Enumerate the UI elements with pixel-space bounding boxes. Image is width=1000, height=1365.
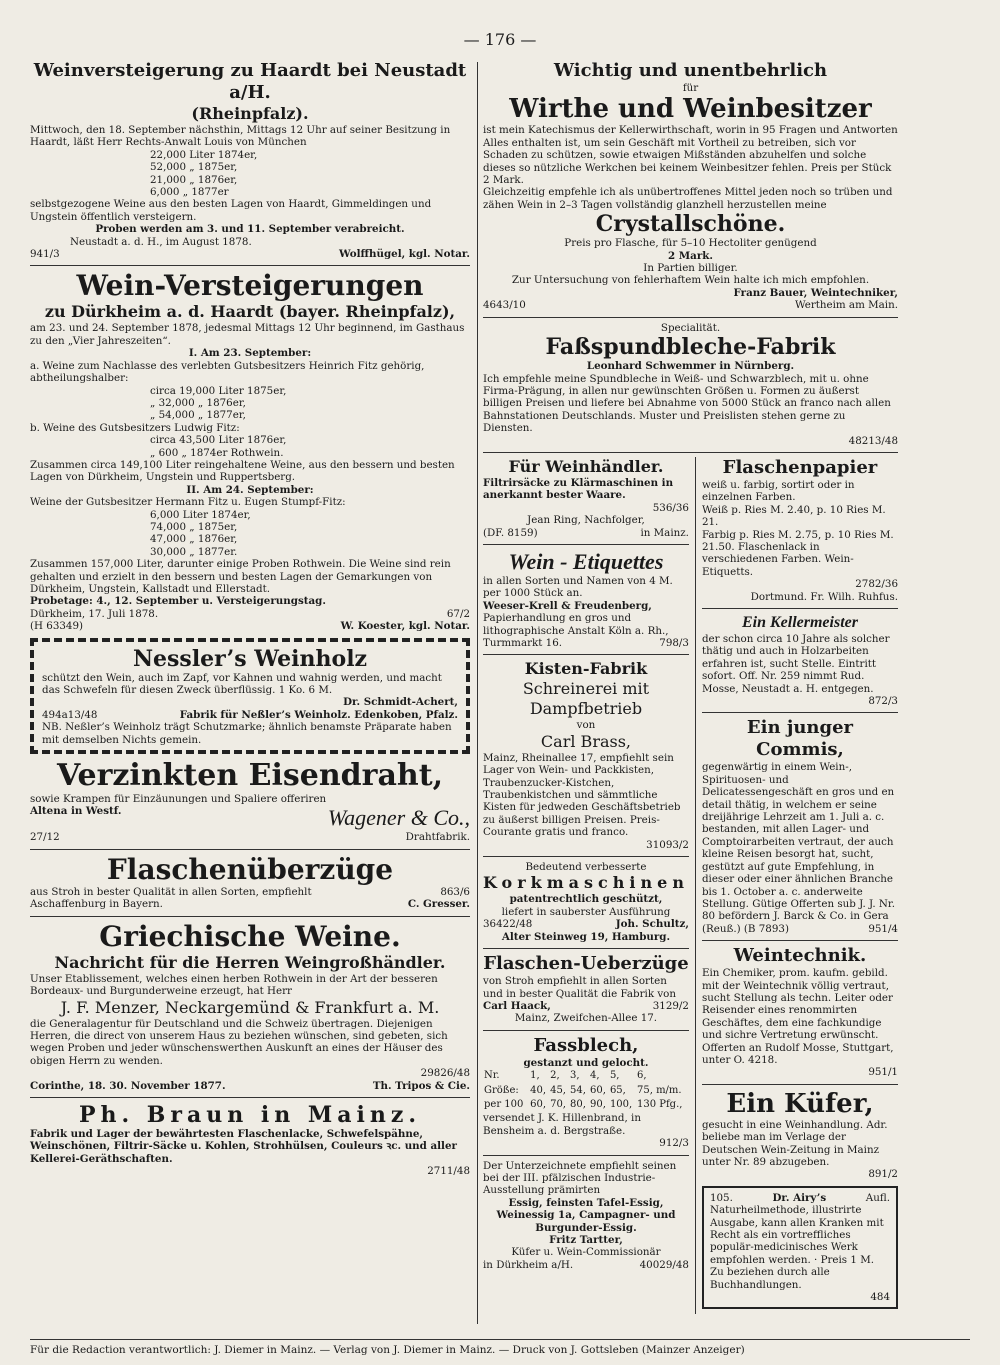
table-row <box>483 1084 689 1098</box>
ad-place: in Mainz. <box>640 526 689 539</box>
ad-text: gegenwärtig in einem Wein-, Spirituosen- und Delicatessengeschäft en gros und en detail thätig, in welchem er seine dreijährige Lehrzeit am 1. Juli a. c. bestanden, mit allen Lager- und Comptoirarbeiten vertraut, der auch kleine Reisen besorgt hat, sucht, gestützt auf gute Empfehlung, in dieser oder einer ähnlichen Branche bis 1. October a. c. anderweite Stellung. Gütige Offerten sub J. J. Nr. 80 befördern J. Barck & Co. in Gera <box>701 761 895 923</box>
ad-text: Zur Untersuchung von fehlerhaftem Wein halte ich mich empfohlen. <box>511 274 870 287</box>
ad-title: Wichtig und unentbehrlich <box>553 60 828 81</box>
ad-subtitle: zu Dürkheim a. d. Haardt (bayer. Rheinpfalz), <box>44 302 456 322</box>
ad-text: Mainz, Rheinallee 17, empfiehlt sein Lager von Wein- und Packkisten, Traubenzucker-Kistchen, Traubenkistchen und sämmtliche Kisten für jedweden Geschäftsbetrieb zu äußerst billigen Preisen. Preis-Courante gratis und franco. <box>483 751 681 839</box>
table-cell: 45, <box>550 1084 566 1096</box>
ad-tartter <box>483 1160 689 1272</box>
ad-text: am 23. und 24. September 1878, jedesmal Mittags 12 Uhr beginnend, im Gasthaus zu den „Vier Jahreszeiten“. <box>30 322 465 347</box>
ad-name: Carl Haack, <box>483 999 551 1012</box>
ad-number: 891/2 <box>868 1168 898 1181</box>
imprint-footer: Für die Redaction verantwortlich: J. Diemer in Mainz. — Verlag von J. Diemer in Mainz. — Druck von J. Gottsleben (Mainzer Anzeiger) <box>30 1339 970 1356</box>
divider <box>483 452 898 453</box>
ad-title: Korkmaschinen <box>483 873 689 893</box>
ad-line: 74,000 „ 1875er, <box>150 520 238 533</box>
ad-number: 2711/48 <box>427 1165 470 1178</box>
ad-nessler <box>30 638 470 754</box>
ad-number: 941/3 <box>30 248 60 261</box>
ad-number: 863/6 <box>440 885 470 898</box>
ad-title: Flaschenüberzüge <box>106 852 394 886</box>
ad-line: circa 43,500 Liter 1876er, <box>150 434 287 447</box>
ad-fassblech <box>483 1035 689 1150</box>
ad-title: Ph. Braun in Mainz. <box>78 1101 422 1128</box>
table-cell: per 100 <box>484 1098 524 1110</box>
divider <box>30 849 470 850</box>
ad-number: 872/3 <box>868 695 898 708</box>
table-row <box>483 1069 689 1083</box>
ad-text: Zu beziehen durch alle Buchhandlungen. <box>709 1266 830 1291</box>
ad-company: Joh. Schultz, <box>615 918 689 931</box>
ad-text: Gleichzeitig empfehle ich als unübertroffenes Mittel jeden noch so trüben und zähen Wein in 2–3 Tagen vollständig glanzhell herzustellen meine <box>483 186 893 211</box>
table-cell: 6, <box>636 1070 647 1082</box>
ad-weinhandler <box>483 457 689 539</box>
ad-line: 21,000 „ 1876er, <box>150 173 238 186</box>
ad-signer: Franz Bauer, Weintechniker, <box>733 286 898 299</box>
ad-number: 48213/48 <box>848 434 898 447</box>
table-cell: 90, <box>589 1098 606 1110</box>
ad-title: Für Weinhändler. <box>508 456 664 476</box>
ad-ueberzuge <box>483 953 689 1025</box>
divider <box>483 1030 689 1031</box>
right-column <box>483 60 898 1314</box>
ad-title: Verzinkten Eisendraht, <box>56 758 444 794</box>
ad-text: weiß u. farbig, sortirt oder in einzelnen Farben. <box>701 478 855 504</box>
ad-text: sowie Krampen für Einzäunungen und Spaliere offeriren <box>30 793 327 806</box>
ad-text: ist mein Katechismus der Kellerwirthschaft, worin in 95 Fragen und Antworten Alles enthalten ist, um sein Geschäft mit Vortheil zu betreiben, sich vor Schaden zu schützen, sowie etwaigen Mißständen abzuhelfen und solche dieses so nützliche Werkchen bei keinem Weinbesitzer fehlen. Preis per Stück 2 Mark. <box>483 124 898 187</box>
ad-text: Drahtfabrik. <box>405 831 470 844</box>
ad-number: 4643/10 <box>483 299 526 312</box>
ad-text: Zusammen 157,000 Liter, darunter einige Proben Rothwein. Die Weine sind rein gehalten und erzielt in den bessern und besten Lagen der Gemarkungen von Dürkheim, Ungstein, Kallstadt und Ellerstadt. <box>30 558 451 595</box>
table-cell: 80, <box>570 1098 586 1110</box>
ad-number: 798/3 <box>659 637 689 649</box>
ad-text: Küfer u. Wein-Commissionär <box>511 1246 661 1259</box>
ad-ref: (H 63349) <box>30 620 84 633</box>
ad-company: Jean Ring, Nachfolger, <box>527 514 645 527</box>
ad-commis <box>702 717 898 935</box>
ad-products: Essig, feinsten Tafel-Essig, Weinessig 1a, Campagner- und Burgunder-Essig. <box>496 1196 676 1234</box>
ad-text: Naturheilmethode, illustrirte Ausgabe, kann allen Kranken mit Recht als ein vortreffliches populär-medicinisches Werk empfohlen werden. · Preis 1 M. <box>709 1204 884 1266</box>
ad-title: Weinversteigerung zu Haardt bei Neustadt a/H. <box>33 60 467 103</box>
ad-text: schützt den Wein, auch im Zapf, vor Kahnen und wahnig werden, und macht das Schwefeln für diesen Zweck überflüssig. 1 Ko. 6 M. <box>42 671 442 697</box>
ad-text: Mittwoch, den 18. September nächsthin, Mittags 12 Uhr auf seiner Besitzung in Haardt, läßt Herr Rechts-Anwalt Louis von München <box>30 124 451 149</box>
ad-text: Proben werden am 3. und 11. September verabreicht. <box>95 223 405 236</box>
ad-title: Ein Kellermeister <box>741 614 858 631</box>
ad-number: 2782/36 <box>855 578 898 591</box>
ad-line: „ 600 „ 1874er Rothwein. <box>150 446 284 459</box>
ad-title: Wirthe und Weinbesitzer <box>509 94 872 125</box>
ad-place: Mainz, Zweifchen-Allee 17. <box>514 1012 658 1025</box>
ad-number: 31093/2 <box>646 838 689 851</box>
ad-owner: Leonhard Schwemmer in Nürnberg. <box>586 360 795 373</box>
ad-number: 29826/48 <box>420 1067 470 1080</box>
ad-place: Neustadt a. d. H., im August 1878. <box>70 235 252 248</box>
ad-subtitle: patentrechtlich geschützt, <box>509 893 663 906</box>
ad-text: Papierhandlung en gros und lithographische Anstalt Köln a. Rh., <box>483 612 669 637</box>
ad-maker: Dr. Schmidt-Achert, <box>343 696 458 709</box>
ad-number: 912/3 <box>659 1137 689 1150</box>
ad-line: „ 54,000 „ 1877er, <box>150 409 246 422</box>
ad-company: Weeser-Krell & Freudenberg, <box>483 599 652 612</box>
ad-text: Farbig p. Ries M. 2.75, p. 10 Ries M. 21.50. Flaschenlack in verschiedenen Farben. Wein-Etiquetts. <box>701 528 894 578</box>
ad-signer: C. Gresser. <box>407 898 470 911</box>
ad-number: 105. <box>709 1191 733 1204</box>
ad-number: 536/36 <box>652 501 689 514</box>
ad-text: a. Weine zum Nachlasse des verlebten Gutsbesitzers Heinrich Fitz gehörig, abtheilungshalber: <box>30 359 425 385</box>
ad-title: Weintechnik. <box>733 945 867 967</box>
column-divider <box>477 62 478 1324</box>
ad-text: für <box>682 82 699 94</box>
ad-subtitle: gestanzt und gelocht. <box>523 1056 649 1069</box>
ad-signer: Th. Tripos & Cie. <box>372 1079 470 1092</box>
ad-text: der schon circa 10 Jahre als solcher thätig und auch in Holzarbeiten erfahren ist, sucht Stelle. Eintritt sofort. Off. Nr. 259 nimmt Rud. Mosse, Neustadt a. H. entgegen. <box>701 633 890 695</box>
ad-kork <box>483 861 689 943</box>
left-column <box>30 60 470 1183</box>
divider <box>30 916 470 917</box>
ad-text: Probetage: 4., 12. September u. Versteigerungstag. <box>30 595 326 608</box>
divider <box>30 265 470 266</box>
ad-label: Specialität. <box>660 321 721 334</box>
ad-line: 30,000 „ 1877er. <box>150 545 238 558</box>
ad-line: „ 32,000 „ 1876er, <box>150 396 246 409</box>
ad-number: 27/12 <box>30 831 60 844</box>
ad-signer: W. Koester, kgl. Notar. <box>340 620 470 633</box>
ad-text: die Generalagentur für Deutschland und die Schweiz übertragen. Diejenigen Herren, die direct von unserem Haus zu beziehen wünschen, sind gebeten, sich wegen Proben und jeder wünschenswerthen Auskunft an eines der Häuser des obigen Herrn zu wenden. <box>30 1017 448 1067</box>
ad-place: Corinthe, 18. 30. November 1877. <box>30 1079 226 1092</box>
ad-flaschenpapier <box>702 457 898 603</box>
divider <box>702 608 898 609</box>
ad-text: versendet J. K. Hillenbrand, in Bensheim a. d. Bergstraße. <box>483 1112 641 1137</box>
ad-title: Griechische Weine. <box>99 919 401 953</box>
ad-text: 2 Mark. <box>668 249 713 262</box>
subcolumn-b <box>702 457 898 1315</box>
divider <box>483 317 898 318</box>
ad-place: Wertheim am Main. <box>794 299 898 312</box>
table-cell: Nr. <box>484 1070 500 1082</box>
ad-place: Turmmarkt 16. <box>483 637 563 649</box>
ad-ref: (DF. 8159) <box>483 526 538 539</box>
ad-number: 3129/2 <box>652 999 689 1012</box>
ad-number: 40029/48 <box>639 1258 689 1271</box>
ad-title: Ein junger Commis, <box>746 717 854 761</box>
ad-text: In Partien billiger. <box>643 262 738 275</box>
ad-text: Unser Etablissement, welches einen herben Rothwein in der Art der besseren Bordeaux- und Burgunderweine erzeugt, hat Herr <box>30 972 438 998</box>
ad-place: in Dürkheim a/H. <box>483 1258 574 1271</box>
ad-number: 67/2 <box>446 607 470 620</box>
table-cell: 65, <box>609 1084 626 1096</box>
table-cell: 54, <box>570 1084 586 1096</box>
ad-place: Altena in Westf. <box>30 805 122 818</box>
table-cell: 60, <box>530 1098 547 1110</box>
ad-eisendraht <box>30 759 470 844</box>
ad-text: Zusammen circa 149,100 Liter reingehaltene Weine, aus den bessern und besten Lagen von Dürkheim, Ungstein und Ruppertsberg. <box>30 458 455 484</box>
ad-griechisch <box>30 921 470 1092</box>
ad-signer: Wolffhügel, kgl. Notar. <box>339 248 470 261</box>
ad-text: von Stroh empfiehlt in allen Sorten und in bester Qualität die Fabrik von <box>483 975 677 1000</box>
ad-haardt <box>30 60 470 260</box>
ad-number: 36422/48 <box>483 918 533 931</box>
divider <box>483 856 689 857</box>
ad-spundbleche <box>483 322 898 447</box>
ad-line: 47,000 „ 1876er, <box>150 533 238 546</box>
ad-title: Kisten-Fabrik <box>524 659 648 679</box>
ad-text: aus Stroh in bester Qualität in allen Sorten, empfiehlt <box>30 885 312 898</box>
table-cell: 75, m/m. <box>636 1084 682 1096</box>
ad-text: Aufl. <box>865 1191 890 1204</box>
ad-line: circa 19,000 Liter 1875er, <box>150 384 287 397</box>
ad-text: von <box>576 719 596 732</box>
ad-text: Preis pro Flasche, für 5–10 Hectoliter genügend <box>564 237 817 250</box>
ad-number: 484 <box>870 1291 890 1304</box>
table-cell: 1, <box>530 1070 540 1082</box>
ad-title: Wein-Versteigerungen <box>76 269 424 303</box>
ad-text: Filtrirsäcke zu Klärmaschinen in anerkannt bester Waare. <box>483 476 674 502</box>
ad-place: Dürkheim, 17. Juli 1878. <box>30 607 159 620</box>
ad-signer: Dortmund. Fr. Wilh. Ruhfus. <box>750 590 898 603</box>
ad-subtitle: (Rheinpfalz). <box>191 104 309 123</box>
table-cell: 3, <box>570 1070 580 1082</box>
ad-title: Flaschenpapier <box>722 456 878 478</box>
divider <box>483 544 689 545</box>
ad-text: b. Weine des Gutsbesitzers Ludwig Fitz: <box>30 421 240 434</box>
ad-airy <box>702 1186 898 1310</box>
ad-line: 6,000 „ 1877er <box>150 186 229 199</box>
ad-heading: II. Am 24. September: <box>186 483 314 496</box>
divider <box>702 712 898 713</box>
divider <box>702 940 898 941</box>
ad-name: Fritz Tartter, <box>549 1234 623 1246</box>
ad-text: Weiß p. Ries M. 2.40, p. 10 Ries M. 21. <box>701 503 886 529</box>
ad-number: 494a13/48 <box>42 708 98 721</box>
ad-agent: J. F. Menzer, Neckargemünd & Frankfurt a. M. <box>60 997 440 1017</box>
table-cell: 60, <box>589 1084 606 1096</box>
ad-title: Faßspundbleche-Fabrik <box>545 334 836 361</box>
ad-title: Ein Küfer, <box>726 1088 874 1119</box>
divider <box>702 1084 898 1085</box>
page-number: — 176 — <box>463 30 537 49</box>
ad-kufer <box>702 1089 898 1181</box>
ad-ref: (Reuß.) (B 7893) <box>701 922 789 935</box>
table-cell: 70, <box>550 1098 566 1110</box>
table-cell: 130 Pfg., <box>636 1098 683 1110</box>
ad-subtitle: Schreinerei mit Dampfbetrieb <box>522 679 650 719</box>
ad-text: Ein Chemiker, prom. kaufm. gebild. mit der Weintechnik völlig vertraut, sucht Stellung als techn. Leiter oder Reisender eines renommirten Geschäftes, dem eine fachkundige und sichre Vertretung erwünscht. Offerten an Rudolf Mosse, Stuttgart, unter O. 4218. <box>701 967 894 1066</box>
table-cell: 4, <box>589 1070 600 1082</box>
ad-line: 22,000 Liter 1874er, <box>150 148 258 161</box>
ad-heading: I. Am 23. September: <box>188 347 312 360</box>
ad-text: in allen Sorten und Namen von 4 M. per 1000 Stück an. <box>483 574 673 600</box>
ad-kisten <box>483 659 689 851</box>
ad-weintechnik <box>702 945 898 1079</box>
ad-text: NB. Neßler’s Weinholz trägt Schutzmarke; ähnlich benamste Präparate haben mit demselben Nichts gemein. <box>42 721 452 746</box>
ad-etiquettes <box>483 549 689 649</box>
ad-number: 951/1 <box>868 1066 898 1079</box>
ad-name: Carl Brass, <box>540 731 632 751</box>
table-cell: 40, <box>530 1084 547 1096</box>
ad-line: 52,000 „ 1875er, <box>150 161 238 174</box>
ad-durkheim <box>30 270 470 632</box>
ad-text: Weine der Gutsbesitzer Hermann Fitz u. Eugen Stumpf-Fitz: <box>30 496 346 509</box>
ad-flaschen <box>30 854 470 911</box>
ad-text: Bedeutend verbesserte <box>525 861 647 874</box>
ad-company: Wagener & Co., <box>327 805 470 831</box>
subcolumn-divider <box>695 457 696 1315</box>
ad-title: Fassblech, <box>533 1034 639 1056</box>
ad-text: gesucht in eine Weinhandlung. Adr. beliebe man im Verlage der Deutschen Wein-Zeitung in Mainz unter Nr. 89 abzugeben. <box>701 1118 888 1168</box>
ad-place: Aschaffenburg in Bayern. <box>30 898 163 911</box>
ad-number: 951/4 <box>868 922 898 935</box>
ad-title: Nessler’s Weinholz <box>132 645 368 672</box>
table-cell: Größe: <box>484 1084 519 1096</box>
ad-text: Fabrik und Lager der bewährtesten Flaschenlacke, Schwefelspähne, Weinschönen, Filtrir-Säcke u. Kohlen, Strohhülsen, Couleurs ꝛc. und aller Kellerei-Geräthschaften. <box>30 1127 457 1165</box>
ad-title: Dr. Airy’s <box>772 1191 827 1204</box>
divider <box>483 948 689 949</box>
table-cell: 5, <box>609 1070 620 1082</box>
ad-product: Crystallschöne. <box>595 211 786 238</box>
divider <box>483 654 689 655</box>
subcolumn-a <box>483 457 689 1315</box>
table-cell: 2, <box>550 1070 560 1082</box>
ad-text: Fabrik für Neßler’s Weinholz. Edenkoben, Pfalz. <box>179 708 458 721</box>
ad-braun <box>30 1102 470 1178</box>
ad-text: liefert in sauberster Ausführung <box>501 905 671 918</box>
ad-title: Flaschen-Ueberzüge <box>483 953 689 975</box>
ad-title: Wein - Etiquettes <box>508 548 664 574</box>
ad-line: 6,000 Liter 1874er, <box>150 508 251 521</box>
ad-text: Ich empfehle meine Spundbleche in Weiß- und Schwarzblech, mit u. ohne Firma-Prägung, in allen nur gewünschten Größen u. Formen zu äußerst billigen Preisen und liefere bei Abnahme von 5000 Stück an franco nach allen Bahnstationen Deutschlands. Muster und Preislisten stehen gerne zu Diensten. <box>483 372 891 435</box>
divider <box>483 1155 689 1156</box>
divider <box>30 1097 470 1098</box>
table-cell: 100, <box>609 1098 633 1110</box>
ad-subtitle: Nachricht für die Herren Weingroßhändler. <box>54 952 446 972</box>
table-row <box>483 1098 689 1112</box>
ad-wichtig <box>483 60 898 312</box>
size-table <box>483 1069 689 1112</box>
right-subcolumns <box>483 457 898 1315</box>
ad-kellermeister <box>702 613 898 707</box>
ad-text: selbstgezogene Weine aus den besten Lagen von Haardt, Gimmeldingen und Ungstein öffentlich versteigern. <box>30 198 432 223</box>
ad-place: Alter Steinweg 19, Hamburg. <box>501 930 671 943</box>
ad-text: Der Unterzeichnete empfiehlt seinen bei der III. pfälzischen Industrie-Ausstellung prämirten <box>483 1159 677 1197</box>
